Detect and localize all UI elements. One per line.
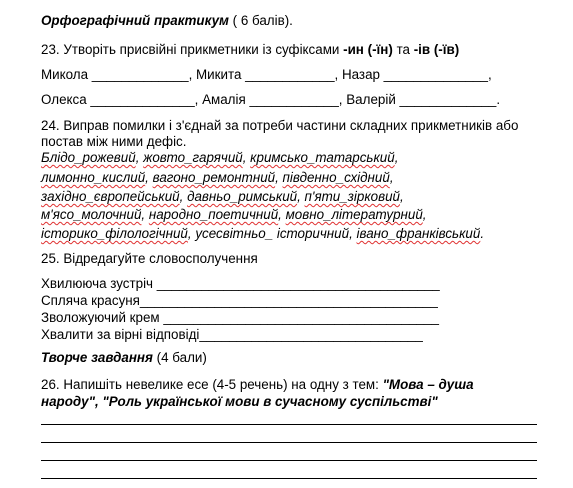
q24-separator: , — [141, 207, 149, 222]
q24-term: мовно_літературний — [285, 207, 423, 222]
q24-separator: , — [145, 170, 153, 185]
answer-line — [41, 460, 537, 461]
q26-sep: , — [94, 394, 103, 409]
q23-row-2: Олекса ______________, Амалія ____________, Валерій _____________. — [41, 92, 501, 107]
q24-term: кримсько_татарський — [250, 150, 395, 165]
q26-theme-1: "Мова – душа — [382, 377, 474, 392]
section-points: ( 6 балів). — [228, 13, 293, 28]
q24-term: жовто_гарячий — [143, 150, 243, 165]
section-title-creative — [41, 350, 207, 365]
q24-term: Блідо_рожевий — [41, 150, 136, 165]
q24-term: вагоно_ремонтний — [152, 170, 276, 185]
section2-title: Творче завдання — [41, 350, 153, 365]
q24-term: івано_франківський — [356, 226, 481, 241]
q24-separator: , — [297, 189, 305, 204]
section-title-orthography — [41, 13, 293, 28]
section-title: Орфографічний практикум — [41, 13, 229, 28]
q25-item-1: Хвилююча зустріч ______________________________________ — [41, 276, 440, 291]
q26-prompt-text: 26. Напишіть невелике есе (4-5 речень) на одну з тем: — [41, 377, 383, 392]
q24-line — [41, 207, 427, 222]
q24-prompt-line-2: постав між ними дефіс. — [41, 134, 187, 149]
q24-line — [41, 226, 484, 241]
q24-line — [41, 189, 404, 204]
q25-item-3: Зволожуючий крем _____________________________________ — [41, 310, 439, 325]
q24-line — [41, 170, 394, 185]
q24-separator: , — [399, 189, 404, 204]
q25-item-4: Хвалити за вірні відповіді______________________________ — [41, 327, 423, 342]
q26-prompt-line-1 — [41, 377, 474, 392]
q24-line — [41, 150, 398, 165]
q24-term: п'яти_зірковий — [304, 189, 400, 204]
q24-term: народно_поетичний — [148, 207, 279, 222]
answer-line — [41, 478, 537, 479]
q24-term: історико_філологічний — [41, 226, 188, 241]
q26-theme-2: "Роль української мови в сучасному суспільстві" — [102, 394, 438, 409]
q24-separator: , — [135, 150, 144, 165]
q24-separator: , — [187, 226, 196, 241]
q26-prompt-line-2 — [41, 394, 438, 409]
q24-separator: , — [389, 170, 394, 185]
q24-separator: , — [275, 170, 283, 185]
q23-suffix-iv: -ів (-їв) — [413, 42, 460, 57]
q26-theme-1-end: народу" — [41, 394, 95, 409]
answer-line — [41, 442, 537, 443]
answer-line — [41, 424, 537, 425]
section2-points: (4 бали) — [152, 350, 207, 365]
q24-separator: . — [480, 226, 485, 241]
q23-prompt-text: 23. Утворіть присвійні прикметники із суфіксами — [41, 42, 344, 57]
q24-separator: , — [278, 207, 286, 222]
q24-term: давньо_римський — [187, 189, 298, 204]
q24-term: лимонно_кислий — [41, 170, 146, 185]
q24-prompt-line-1: 24. Виправ помилки і з'єднай за потреби частини складних прикметників або — [41, 118, 519, 133]
q25-item-2: Спляча красуня________________________________________ — [41, 293, 438, 308]
q24-separator: , — [394, 150, 399, 165]
q24-separator: , — [349, 226, 357, 241]
q24-separator: , — [179, 189, 188, 204]
q23-conj: та — [392, 42, 414, 57]
q23-prompt — [41, 42, 459, 57]
q24-separator: , — [422, 207, 427, 222]
q25-prompt: 25. Відредагуйте словосполучення — [41, 251, 258, 266]
q24-term: м'ясо_молочний — [41, 207, 142, 222]
q24-separator: , — [242, 150, 251, 165]
q23-suffix-in: -ин (-їн) — [343, 42, 393, 57]
q24-term: південно_східний — [282, 170, 390, 185]
q24-term: західно_європейський — [41, 189, 180, 204]
q24-separator: усесвітньо_ історичний — [195, 226, 350, 241]
q23-row-1: Микола _____________, Микита ____________, Назар ______________, — [41, 67, 492, 82]
